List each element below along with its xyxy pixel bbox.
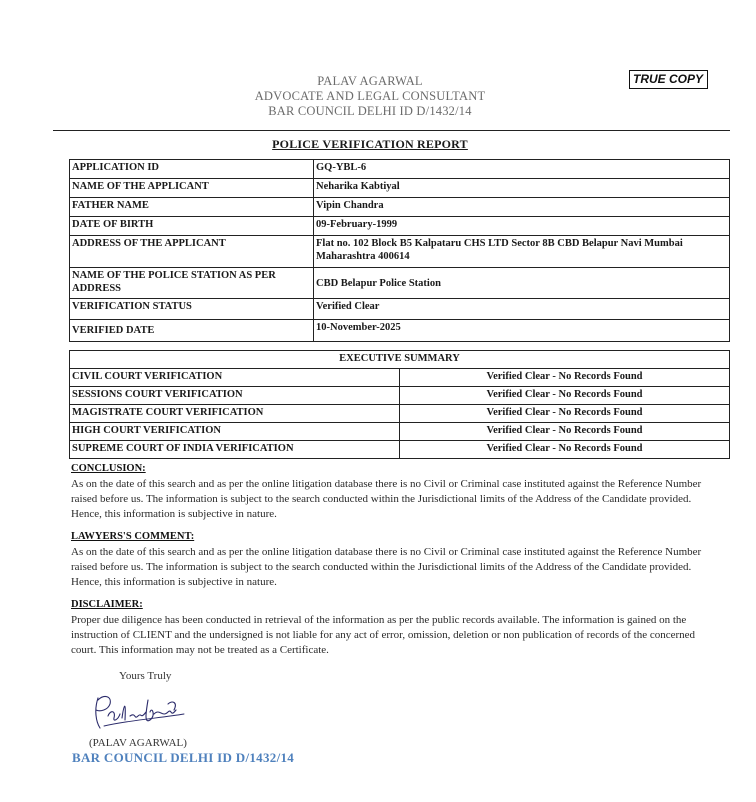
detail-value: Flat no. 102 Block B5 Kalpataru CHS LTD Sector 8B CBD Belapur Navi Mumbai Maharashtra 400614 (314, 236, 730, 268)
summary-label: SESSIONS COURT VERIFICATION (70, 387, 400, 405)
table-row (70, 217, 730, 236)
table-row (70, 387, 730, 405)
detail-label: NAME OF THE APPLICANT (70, 179, 314, 198)
detail-label: VERIFICATION STATUS (70, 299, 314, 320)
table-row (70, 405, 730, 423)
applicant-details-table (69, 159, 730, 342)
detail-label: DATE OF BIRTH (70, 217, 314, 236)
disclaimer-section (71, 598, 721, 658)
table-row (70, 268, 730, 299)
detail-value: Verified Clear (314, 299, 730, 320)
lawyers-comment-section (71, 530, 721, 590)
true-copy-stamp: TRUE COPY (629, 70, 708, 89)
handwritten-signature (90, 690, 190, 736)
summary-label: SUPREME COURT OF INDIA VERIFICATION (70, 441, 400, 459)
letterhead-title: ADVOCATE AND LEGAL CONSULTANT (254, 89, 486, 103)
detail-value: CBD Belapur Police Station (314, 268, 730, 299)
lawyers-comment-text: As on the date of this search and as per the online litigation database there is no Civil or Criminal case instituted against the Reference Number raised before us. The information is subject to the search conducted within the Jurisdictional limits of the Address of the Candidate provided. Hence, this information is subjective in nature. (71, 546, 702, 588)
table-row (70, 179, 730, 198)
lawyers-comment-heading: LAWYERS'S COMMENT: (71, 531, 195, 542)
table-row (70, 198, 730, 217)
summary-value: Verified Clear - No Records Found (400, 405, 730, 423)
summary-value: Verified Clear - No Records Found (400, 369, 730, 387)
detail-value: Neharika Kabtiyal (314, 179, 730, 198)
table-row (70, 423, 730, 441)
detail-value: Vipin Chandra (314, 198, 730, 217)
conclusion-heading: CONCLUSION: (71, 463, 146, 474)
report-title: POLICE VERIFICATION REPORT (272, 137, 468, 151)
detail-value: 10-November-2025 (314, 320, 730, 342)
letterhead-council-id: BAR COUNCIL DELHI ID D/1432/14 (268, 104, 472, 118)
closing-salutation: Yours Truly (119, 670, 172, 682)
summary-value: Verified Clear - No Records Found (400, 387, 730, 405)
detail-label: NAME OF THE POLICE STATION AS PER ADDRESS (70, 268, 314, 299)
conclusion-text: As on the date of this search and as per the online litigation database there is no Civil or Criminal case instituted against the Reference Number raised before us. The information is subject to the search conducted within the Jurisdictional limits of the Address of the Candidate provided. Hence, this information is subjective in nature. (71, 478, 702, 520)
conclusion-section (71, 462, 721, 522)
summary-label: HIGH COURT VERIFICATION (70, 423, 400, 441)
detail-label: VERIFIED DATE (70, 320, 314, 342)
detail-label: FATHER NAME (70, 198, 314, 217)
detail-value: 09-February-1999 (314, 217, 730, 236)
summary-heading: EXECUTIVE SUMMARY (70, 351, 730, 369)
summary-label: MAGISTRATE COURT VERIFICATION (70, 405, 400, 423)
table-row (70, 160, 730, 179)
table-row (70, 236, 730, 268)
summary-label: CIVIL COURT VERIFICATION (70, 369, 400, 387)
detail-label: APPLICATION ID (70, 160, 314, 179)
detail-value: GQ-YBL-6 (314, 160, 730, 179)
executive-summary-table (69, 350, 730, 459)
disclaimer-text: Proper due diligence has been conducted in retrieval of the information as per the public records available. The information is gained on the instruction of CLIENT and the undersigned is not liable for any act of error, omission, deletion or non publication of records of the concerned court. This information may not be treated as a Certificate. (71, 614, 696, 656)
table-row (70, 351, 730, 369)
disclaimer-heading: DISCLAIMER: (71, 599, 143, 610)
signatory-name: (PALAV AGARWAL) (89, 737, 187, 749)
header-divider (53, 130, 730, 131)
summary-value: Verified Clear - No Records Found (400, 423, 730, 441)
signatory-council-id: BAR COUNCIL DELHI ID D/1432/14 (72, 750, 295, 765)
detail-label: ADDRESS OF THE APPLICANT (70, 236, 314, 268)
letterhead-name: PALAV AGARWAL (317, 74, 423, 88)
summary-value: Verified Clear - No Records Found (400, 441, 730, 459)
table-row (70, 320, 730, 342)
table-row (70, 441, 730, 459)
table-row (70, 369, 730, 387)
table-row (70, 299, 730, 320)
